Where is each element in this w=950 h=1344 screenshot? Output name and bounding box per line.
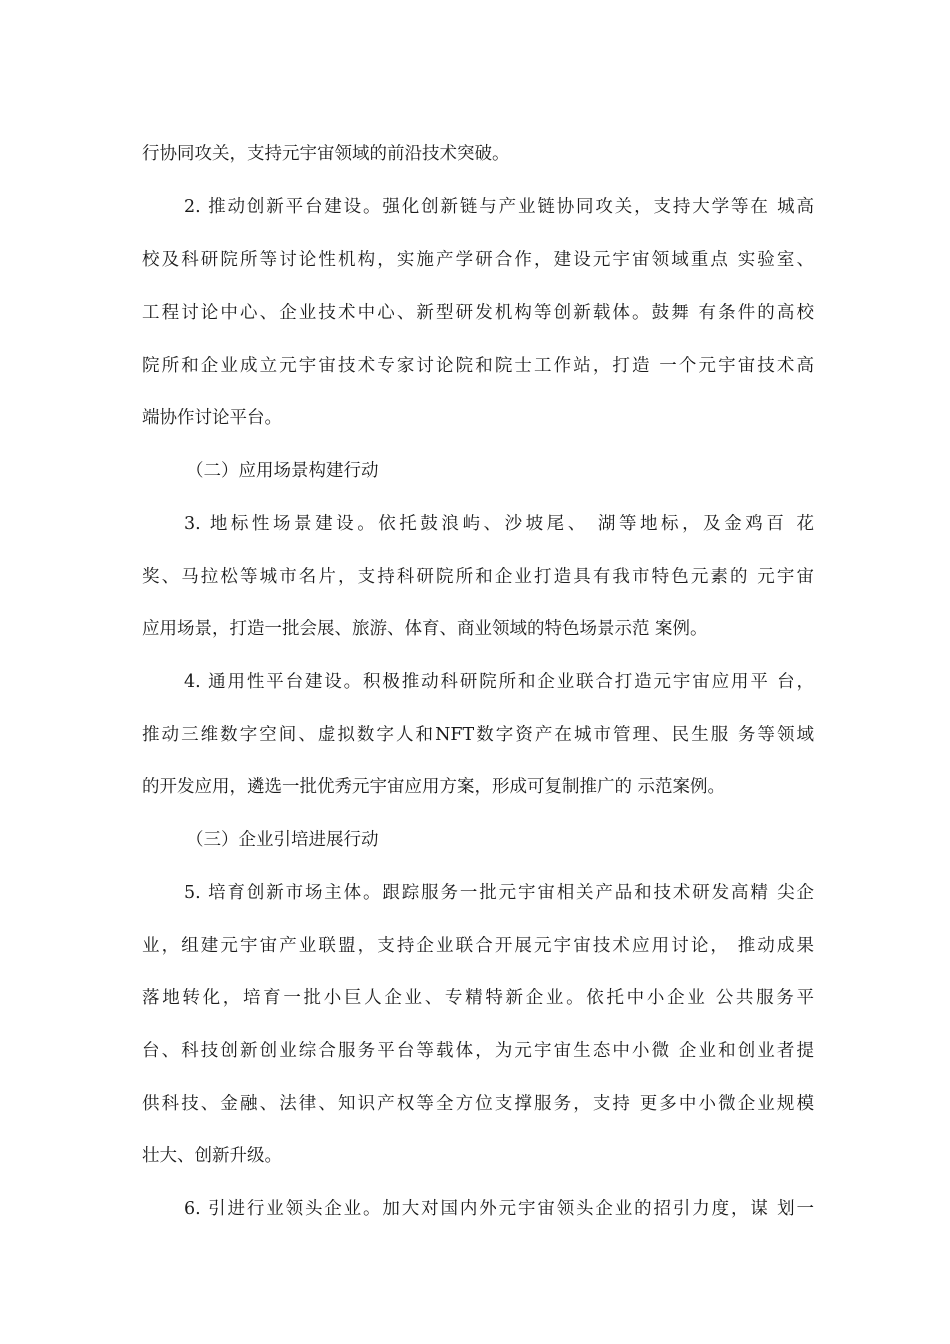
item-2-line-4: 院所和企业成立元宇宙技术专家讨论院和院士工作站，打造 一个元宇宙技术高 <box>142 356 814 376</box>
item-5-line-1: 5. 培育创新市场主体。跟踪服务一批元宇宙相关产品和技术研发高精 尖企 <box>184 883 814 903</box>
item-5-line-4: 台、科技创新创业综合服务平台等载体，为元宇宙生态中小微 企业和创业者提 <box>142 1041 814 1061</box>
item-2-line-1: 2. 推动创新平台建设。强化创新链与产业链协同攻关，支持大学等在 城高 <box>184 197 814 217</box>
paragraph-1-line-1: 行协同攻关，支持元宇宙领域的前沿技术突破。 <box>142 144 510 164</box>
item-2-line-2: 校及科研院所等讨论性机构，实施产学研合作，建设元宇宙领域重点 实验室、 <box>142 250 814 270</box>
item-6-line-1: 6. 引进行业领头企业。加大对国内外元宇宙领头企业的招引力度，谋 划一 <box>184 1199 814 1219</box>
item-5-line-2: 业，组建元宇宙产业联盟，支持企业联合开展元宇宙技术应用讨论， 推动成果 <box>142 936 814 956</box>
item-2-line-3: 工程讨论中心、企业技术中心、新型研发机构等创新载体。鼓舞 有条件的高校 <box>142 303 814 323</box>
section-heading-2: （二）应用场景构建行动 <box>186 461 379 481</box>
item-3-line-3: 应用场景，打造一批会展、旅游、体育、商业领域的特色场景示范 案例。 <box>142 619 708 639</box>
item-4-line-2: 推动三维数字空间、虚拟数字人和NFT数字资产在城市管理、民生服 务等领域 <box>142 725 814 745</box>
item-4-line-3: 的开发应用，遴选一批优秀元宇宙应用方案，形成可复制推广的 示范案例。 <box>142 777 726 797</box>
item-2-line-5: 端协作讨论平台。 <box>142 408 282 428</box>
item-4-line-1: 4. 通用性平台建设。积极推动科研院所和企业联合打造元宇宙应用平 台， <box>184 672 814 692</box>
item-3-line-1: 3. 地标性场景建设。依托鼓浪屿、沙坡尾、 湖等地标，及金鸡百 花 <box>184 514 814 534</box>
section-heading-3: （三）企业引培进展行动 <box>186 830 379 850</box>
item-5-line-3: 落地转化，培育一批小巨人企业、专精特新企业。依托中小企业 公共服务平 <box>142 988 814 1008</box>
item-3-line-2: 奖、马拉松等城市名片，支持科研院所和企业打造具有我市特色元素的 元宇宙 <box>142 567 814 587</box>
item-5-line-5: 供科技、金融、法律、知识产权等全方位支撑服务，支持 更多中小微企业规模 <box>142 1094 814 1114</box>
item-5-line-6: 壮大、创新升级。 <box>142 1146 282 1166</box>
